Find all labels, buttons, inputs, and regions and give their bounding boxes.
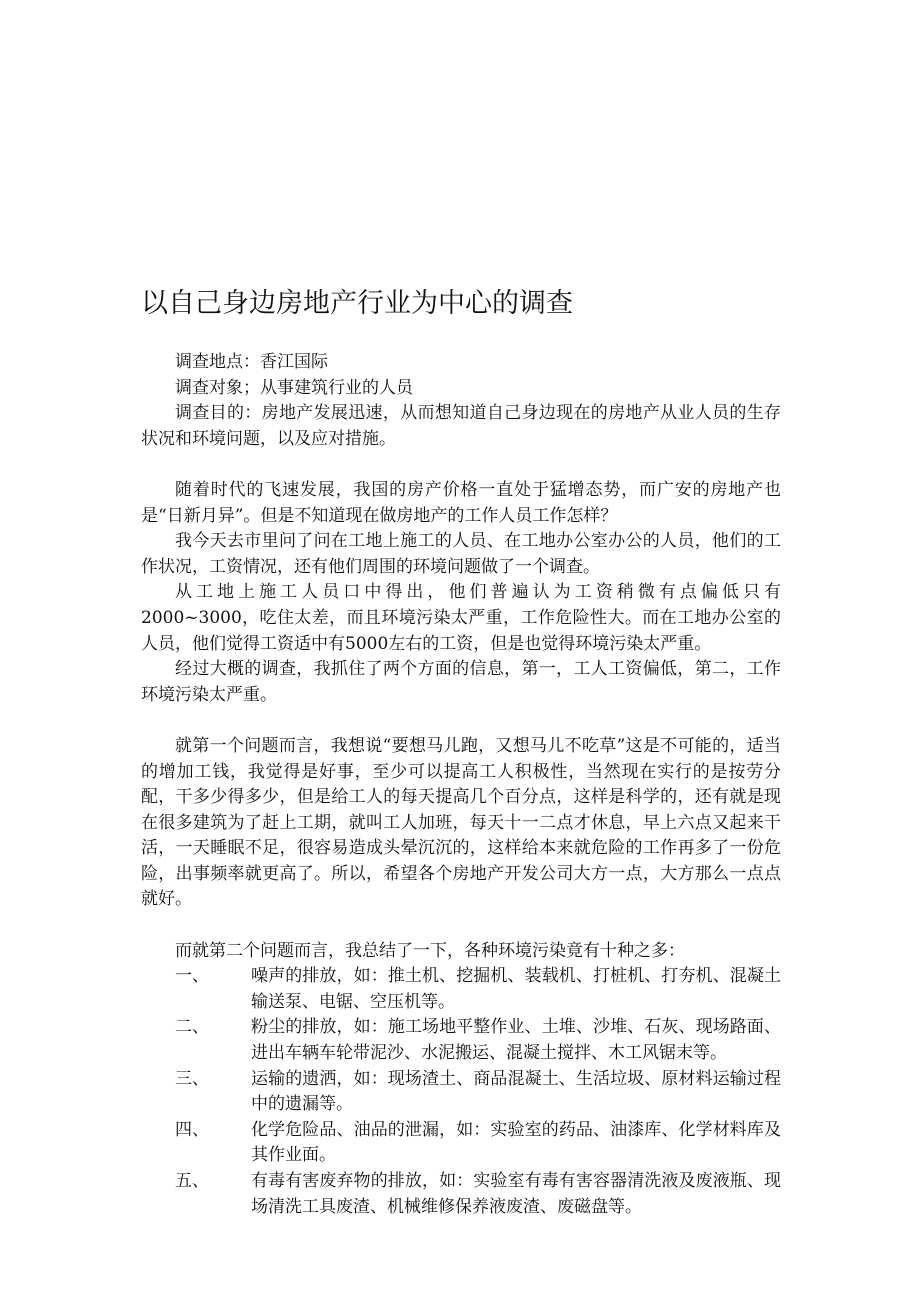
list-item	[141, 1015, 781, 1066]
second-issue-intro: 而就第二个问题而言，我总结了一下，各种环境污染竟有十种之多：	[175, 940, 685, 961]
list-item-text: 有毒有害废弃物的排放，如：实验室有毒有害容器清洗液及废液瓶、现场清洗工具废渣、机械维修保养液废渣、废磁盘等。	[251, 1171, 781, 1217]
list-item-text: 粉尘的排放，如：施工场地平整作业、土堆、沙堆、石灰、现场路面、进出车辆车轮带泥沙、水泥搬运、混凝土搅拌、木工风锯末等。	[251, 1017, 781, 1064]
list-item-number: 五、	[175, 1171, 209, 1191]
survey-purpose: 调查目的：房地产发展迅速，从而想知道自己身边现在的房地产从业人员的生存状况和环境问题，以及应对措施。	[141, 403, 781, 449]
paragraph-gap	[141, 913, 781, 939]
list-item	[141, 1067, 781, 1118]
list-item-number: 二、	[175, 1017, 209, 1038]
document-body	[141, 350, 781, 1220]
body-paragraph: 经过大概的调查，我抓住了两个方面的信息，第一，工人工资偏低，第二，工作环境污染太严重。	[141, 659, 781, 705]
list-item-text: 化学危险品、油品的泄漏，如：实验室的药品、油漆库、化学材料库及其作业面。	[251, 1119, 781, 1166]
list-item-number: 四、	[175, 1119, 209, 1140]
pollution-list	[141, 964, 781, 1220]
first-issue-paragraph: 就第一个问题而言，我想说“要想马儿跑，又想马儿不吃草”这是不可能的，适当的增加工钱，我觉得是好事，至少可以提高工人积极性，当然现在实行的是按劳分配，干多少得多少，但是给工人的每天提高几个百分点，这样是科学的，还有就是现在很多建筑为了赶上工期，就叫工人加班，每天十一二点才休息，早上六点又起来干活，一天睡眠不足，很容易造成头晕沉沉的，这样给本来就危险的工作再多了一份危险，出事频率就更高了。所以，希望各个房地产开发公司大方一点，大方那么一点点就好。	[141, 735, 781, 910]
list-item-number: 三、	[175, 1068, 209, 1089]
paragraph-gap	[141, 708, 781, 734]
survey-subject: 调查对象；从事建筑行业的人员	[175, 377, 413, 398]
list-item	[141, 1169, 781, 1220]
body-paragraph: 从工地上施工人员口中得出，他们普遍认为工资稍微有点偏低只有2000~3000，吃住太差，而且环境污染太严重，工作危险性大。而在工地办公室的人员，他们觉得工资适中有5000左右的工资，但是也觉得环境污染太严重。	[141, 582, 781, 654]
list-item-text: 运输的遗洒，如：现场渣土、商品混凝土、生活垃圾、原材料运输过程中的遗漏等。	[251, 1068, 781, 1115]
body-paragraph: 我今天去市里问了问在工地上施工的人员、在工地办公室办公的人员，他们的工作状况，工资情况，还有他们周围的环境问题做了一个调查。	[141, 531, 781, 577]
list-item-text: 噪声的排放，如：推土机、挖掘机、装载机、打桩机、打夯机、混凝土输送泵、电锯、空压机等。	[251, 966, 781, 1012]
body-paragraph: 随着时代的飞速发展，我国的房产价格一直处于猛增态势，而广安的房地产也是“日新月异”。但是不知道现在做房地产的工作人员工作怎样？	[141, 479, 781, 526]
list-item	[141, 964, 781, 1015]
survey-location: 调查地点：香江国际	[175, 352, 328, 372]
paragraph-gap	[141, 452, 781, 478]
document-title: 以自己身边房地产行业为中心的调查	[141, 288, 573, 319]
list-item	[141, 1118, 781, 1169]
list-item-number: 一、	[175, 966, 209, 987]
